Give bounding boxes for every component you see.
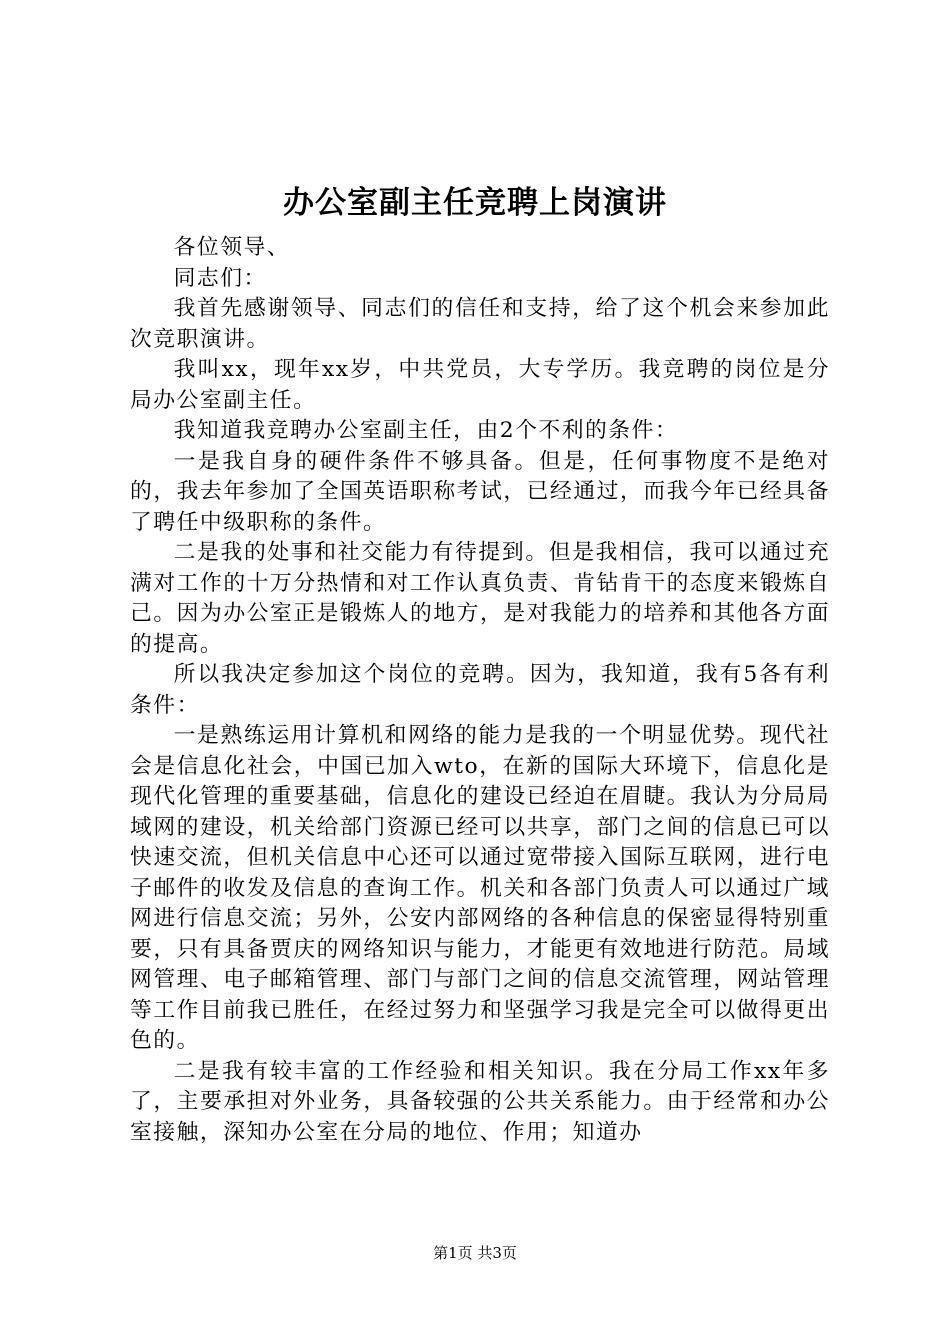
paragraph: 二是我的处事和社交能力有待提到。但是我相信，我可以通过充满对工作的十万分热情和对工作认真负责、肯钻肯干的态度来锻炼自己。因为办公室正是锻炼人的地方，是对我能力的培养和其他各方面的提高。 (130, 540, 830, 657)
paragraph-greeting-comrades: 同志们： (173, 265, 267, 291)
paragraph: 我知道我竞聘办公室副主任，由2个不利的条件： (173, 418, 679, 443)
paragraph: 一是熟练运用计算机和网络的能力是我的一个明显优势。现代社会是信息化社会，中国已加入wto，在新的国际大环境下，信息化是现代化管理的重要基础，信息化的建设已经迫在眉睫。我认为分局局域网的建设，机关给部门资源已经可以共享，部门之间的信息已可以快速交流，但机关信息中心还可以通过宽带接入国际互联网，进行电子邮件的收发及信息的查询工作。机关和各部门负责人可以通过广域网进行信息交流；另外，公安内部网络的各种信息的保密显得特别重要，只有具备贾庆的网络知识与能力，才能更有效地进行防范。局域网管理、电子邮箱管理、部门与部门之间的信息交流管理，网站管理等工作目前我已胜任，在经过努力和坚强学习我是完全可以做得更出色的。 (130, 723, 830, 1053)
paragraph: 二是我有较丰富的工作经验和相关知识。我在分局工作xx年多了，主要承担对外业务，具备较强的公共关系能力。由于经常和办公室接触，深知办公室在分局的地位、作用；知道办 (130, 1058, 830, 1145)
page-number-footer: 第1页 共3页 (433, 1244, 517, 1262)
paragraph: 所以我决定参加这个岗位的竞聘。因为，我知道，我有5各有利条件： (130, 662, 830, 718)
paragraph: 我叫xx，现年xx岁，中共党员，大专学历。我竞聘的岗位是分局办公室副主任。 (130, 357, 830, 413)
paragraph: 一是我自身的硬件条件不够具备。但是，任何事物度不是绝对的，我去年参加了全国英语职称考试，已经通过，而我今年已经具备了聘任中级职称的条件。 (130, 448, 830, 535)
paragraph-greeting-leaders: 各位领导、 (173, 235, 291, 260)
paragraph: 我首先感谢领导、同志们的信任和支持，给了这个机会来参加此次竞职演讲。 (130, 296, 830, 352)
document-title: 办公室副主任竞聘上岗演讲 (283, 185, 667, 221)
document-body (130, 233, 830, 1148)
